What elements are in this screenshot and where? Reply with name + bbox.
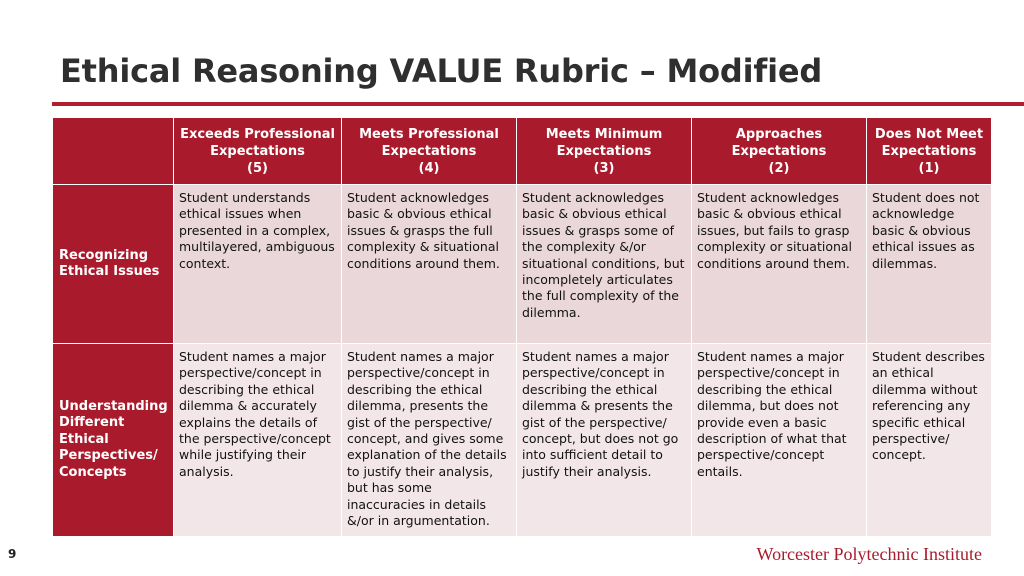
column-label: Meets Professional Expectations [359, 126, 499, 159]
column-header [692, 118, 867, 185]
rubric-cell: Student acknowledges basic & obvious ethical issues & grasps some of the complexity &/or situational conditions, but incompletely articulates the full complexity of the dilemma. [517, 185, 692, 344]
column-score: (5) [247, 160, 268, 176]
rubric-cell: Student names a major perspective/concept in describing the ethical dilemma, but does not provide even a basic description of what that perspective/concept entails. [692, 344, 867, 537]
rubric-cell: Student names a major perspective/concept in describing the ethical dilemma & presents the gist of the perspective/ concept, but does not go into sufficient detail to justify their analysis. [517, 344, 692, 537]
column-label: Approaches Expectations [731, 126, 827, 159]
row-criterion: Understanding Different Ethical Perspectives/ Concepts [53, 344, 174, 537]
rubric-row-understanding-perspectives [53, 344, 992, 537]
slide-title: Ethical Reasoning VALUE Rubric – Modified [60, 52, 823, 90]
column-header [867, 118, 992, 185]
column-header [517, 118, 692, 185]
institution-wordmark: Worcester Polytechnic Institute [756, 544, 982, 564]
rubric-table [52, 117, 992, 537]
column-score: (1) [918, 160, 940, 176]
rubric-cell: Student describes an ethical dilemma without referencing any specific ethical perspective/ concept. [867, 344, 992, 537]
column-label: Does Not Meet Expectations [874, 126, 984, 159]
title-divider [52, 102, 1024, 106]
column-score: (3) [593, 160, 615, 176]
rubric-cell: Student acknowledges basic & obvious ethical issues, but fails to grasp complexity or situational conditions around them. [692, 185, 867, 344]
rubric-row-recognizing-ethical-issues [53, 185, 992, 344]
rubric-cell: Student does not acknowledge basic & obvious ethical issues as dilemmas. [867, 185, 992, 344]
column-score: (2) [768, 160, 790, 176]
rubric-cell: Student names a major perspective/concept in describing the ethical dilemma, presents the gist of the perspective/ concept, and gives some explanation of the details to justify their analysis, but has some inaccuracies in details &/or in argumentation. [342, 344, 517, 537]
page-number: 9 [8, 547, 17, 561]
rubric-cell: Student acknowledges basic & obvious ethical issues & grasps the full complexity & situational conditions around them. [342, 185, 517, 344]
rubric-cell: Student names a major perspective/concept in describing the ethical dilemma & accurately explains the details of the perspective/concept while justifying their analysis. [174, 344, 342, 537]
column-label: Meets Minimum Expectations [545, 126, 663, 159]
column-header [342, 118, 517, 185]
rubric-corner-cell [53, 118, 174, 185]
rubric-header-row [53, 118, 992, 185]
column-label: Exceeds Professional Expectations [180, 126, 335, 159]
column-score: (4) [418, 160, 440, 176]
rubric-cell: Student understands ethical issues when presented in a complex, multilayered, ambiguous context. [174, 185, 342, 344]
row-criterion: Recognizing Ethical Issues [53, 185, 174, 344]
column-header [174, 118, 342, 185]
